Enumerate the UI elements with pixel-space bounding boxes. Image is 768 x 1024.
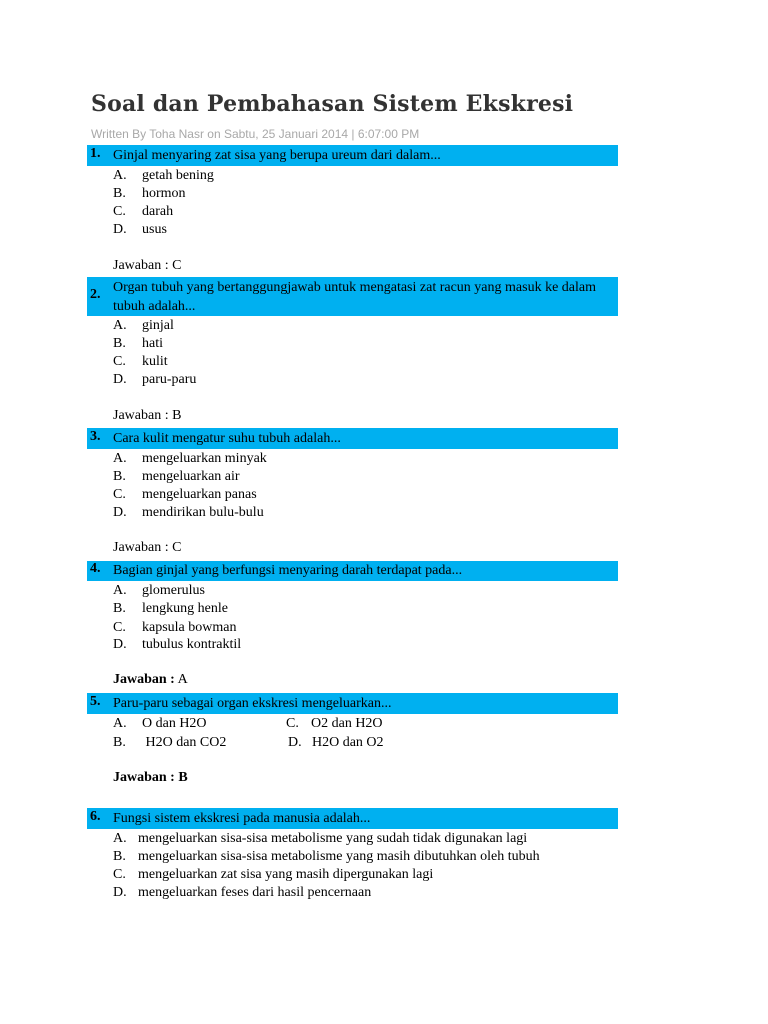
answer-label: Jawaban :: [113, 672, 175, 687]
question-number: 5.: [90, 694, 101, 709]
option-text: hormon: [142, 186, 186, 201]
answer-label: Jawaban : B: [113, 770, 188, 785]
option-6a: [113, 831, 527, 847]
option-text: mengeluarkan air: [142, 469, 240, 484]
option-letter: A.: [113, 583, 127, 598]
question-text: Ginjal menyaring zat sisa yang berupa ureum dari dalam...: [113, 148, 441, 163]
question-text: Fungsi sistem ekskresi pada manusia adalah...: [113, 811, 371, 826]
option-text: mengeluarkan panas: [142, 487, 257, 502]
question-number: 1.: [90, 146, 101, 161]
question-5: [87, 693, 618, 714]
option-2a: [113, 318, 174, 334]
option-text: kapsula bowman: [142, 620, 237, 635]
option-letter: A.: [113, 451, 127, 466]
option-letter: C.: [113, 867, 126, 882]
option-letter: B.: [113, 186, 126, 201]
question-number: 3.: [90, 429, 101, 444]
option-text: ginjal: [142, 318, 174, 333]
option-text: mengeluarkan sisa-sisa metabolisme yang masih dibutuhkan oleh tubuh: [138, 849, 540, 864]
option-3a: [113, 451, 267, 467]
option-2b: [113, 336, 163, 352]
option-letter: C.: [113, 620, 126, 635]
option-6b: [113, 849, 540, 865]
option-text: mengeluarkan sisa-sisa metabolisme yang sudah tidak digunakan lagi: [138, 831, 528, 846]
option-4c: [113, 620, 236, 636]
option-6c: [113, 867, 433, 883]
answer-5: [113, 770, 188, 786]
question-number: 2.: [90, 287, 101, 302]
question-2: [87, 277, 618, 316]
question-text: Bagian ginjal yang berfungsi menyaring darah terdapat pada...: [113, 563, 463, 578]
page-title: Soal dan Pembahasan Sistem Ekskresi: [91, 91, 574, 117]
option-letter: A.: [113, 716, 127, 731]
question-number: 6.: [90, 809, 101, 824]
option-text: H2O dan O2: [312, 735, 384, 750]
option-3d: [113, 505, 264, 521]
option-text: tubulus kontraktil: [142, 637, 242, 652]
answer-value: A: [174, 672, 188, 687]
option-letter: C.: [113, 204, 126, 219]
question-text: Organ tubuh yang bertanggungjawab untuk mengatasi zat racun yang masuk ke dalam tubuh adalah...: [113, 280, 596, 314]
answer-1: Jawaban : C: [113, 258, 182, 273]
option-letter: B.: [113, 735, 126, 750]
question-number: 4.: [90, 561, 101, 576]
option-1d: [113, 222, 167, 238]
question-text: Cara kulit mengatur suhu tubuh adalah...: [113, 431, 341, 446]
option-text: darah: [142, 204, 174, 219]
answer-2: Jawaban : B: [113, 408, 182, 423]
option-letter: A.: [113, 318, 127, 333]
question-1: [87, 145, 618, 166]
option-text: O2 dan H2O: [311, 716, 383, 731]
option-letter: D.: [113, 885, 127, 900]
option-5c: [286, 716, 383, 732]
option-1a: [113, 168, 214, 184]
option-letter: D.: [113, 372, 127, 387]
question-text: Paru-paru sebagai organ ekskresi mengeluarkan...: [113, 696, 392, 711]
question-3: [87, 428, 618, 449]
option-letter: C.: [286, 716, 299, 731]
option-4d: [113, 637, 241, 653]
answer-4: [113, 672, 188, 688]
option-2d: [113, 372, 196, 388]
option-letter: C.: [113, 487, 126, 502]
option-1c: [113, 204, 173, 220]
option-1b: [113, 186, 186, 202]
option-letter: B.: [113, 469, 126, 484]
option-5a: [113, 716, 207, 732]
option-letter: D.: [113, 222, 127, 237]
option-text: mengeluarkan minyak: [142, 451, 267, 466]
option-letter: A.: [113, 831, 127, 846]
option-text: mengeluarkan feses dari hasil pencernaan: [138, 885, 372, 900]
option-text: usus: [142, 222, 167, 237]
option-letter: D.: [113, 505, 127, 520]
option-text: kulit: [142, 354, 168, 369]
option-3b: [113, 469, 240, 485]
option-3c: [113, 487, 257, 503]
option-text: lengkung henle: [142, 601, 228, 616]
option-letter: B.: [113, 336, 126, 351]
option-text: paru-paru: [142, 372, 197, 387]
option-text: hati: [142, 336, 163, 351]
option-text: mengeluarkan zat sisa yang masih dipergunakan lagi: [138, 867, 434, 882]
question-4: [87, 561, 618, 581]
option-letter: D.: [113, 637, 127, 652]
option-text: glomerulus: [142, 583, 205, 598]
option-text: mendirikan bulu-bulu: [142, 505, 264, 520]
option-2c: [113, 354, 168, 370]
option-4a: [113, 583, 205, 599]
question-6: [87, 808, 618, 829]
answer-3: Jawaban : C: [113, 540, 182, 555]
option-letter: C.: [113, 354, 126, 369]
option-text: O dan H2O: [142, 716, 207, 731]
option-5b: [113, 735, 226, 751]
option-text: H2O dan CO2: [142, 735, 227, 750]
option-letter: B.: [113, 849, 126, 864]
option-5d: [288, 735, 384, 751]
option-letter: B.: [113, 601, 126, 616]
option-6d: [113, 885, 371, 901]
option-letter: D.: [288, 735, 302, 750]
post-meta: Written By Toha Nasr on Sabtu, 25 Januari 2014 | 6:07:00 PM: [91, 127, 420, 141]
option-4b: [113, 601, 228, 617]
option-letter: A.: [113, 168, 127, 183]
option-text: getah bening: [142, 168, 214, 183]
